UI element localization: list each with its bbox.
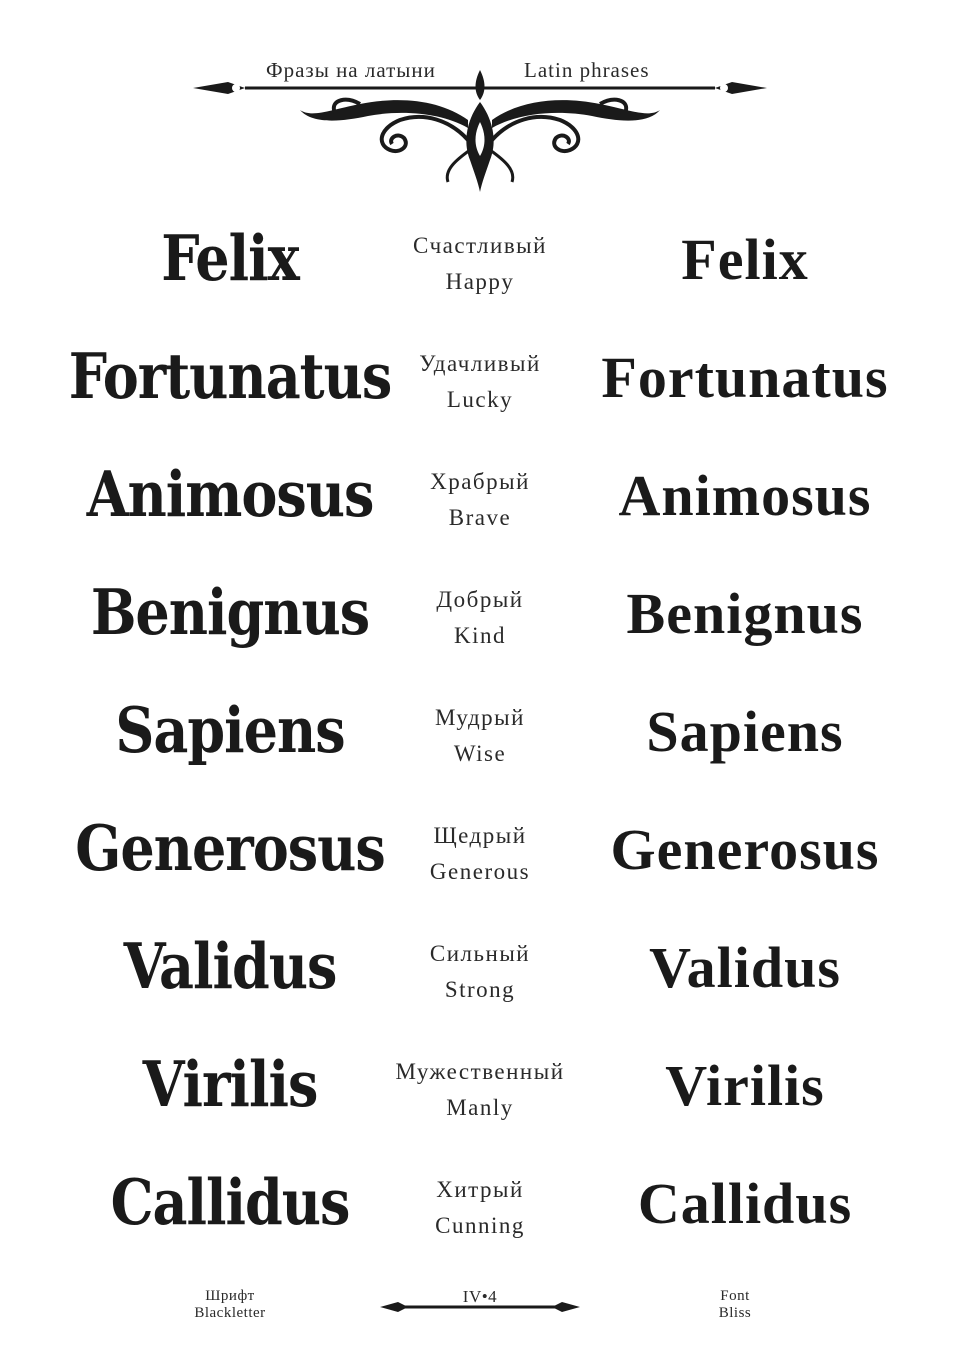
header — [0, 0, 960, 200]
latin-word-bliss: Sapiens — [646, 698, 844, 764]
translation-en: Kind — [454, 623, 506, 648]
translation-en: Lucky — [446, 387, 514, 412]
translation-ru: Счастливый — [413, 233, 547, 258]
latin-word-bliss: Fortunatus — [601, 344, 889, 410]
footer-font-right — [675, 1288, 795, 1322]
latin-word-bliss: Virilis — [665, 1052, 825, 1118]
phrase-row — [0, 790, 960, 908]
latin-word-bliss: Validus — [649, 934, 841, 1000]
translation-en: Brave — [448, 505, 512, 530]
translation — [360, 464, 600, 536]
latin-word-blackletter: Callidus — [110, 1166, 350, 1240]
translation-en: Wise — [453, 741, 507, 766]
latin-word-blackletter: Felix — [161, 222, 299, 296]
latin-word-blackletter: Generosus — [75, 812, 385, 886]
latin-word-bliss: Felix — [681, 226, 809, 292]
latin-word-blackletter: Benignus — [90, 576, 370, 650]
translation-ru: Удачливый — [419, 351, 541, 376]
footer — [0, 1280, 960, 1357]
translation — [360, 346, 600, 418]
translation-en: Manly — [446, 1095, 514, 1120]
footer-left-en: Blackletter — [194, 1305, 266, 1321]
page-number: IV•4 — [462, 1287, 498, 1306]
translation — [360, 700, 600, 772]
latin-word-bliss: Callidus — [637, 1170, 853, 1236]
translation-en: Strong — [444, 977, 516, 1002]
footer-left-ru: Шрифт — [205, 1288, 255, 1304]
translation — [360, 582, 600, 654]
flourish-ornament-icon — [0, 0, 960, 200]
translation-ru: Мудрый — [435, 705, 525, 730]
latin-word-blackletter: Validus — [123, 930, 337, 1004]
latin-word-bliss: Benignus — [626, 580, 864, 646]
footer-font-left — [170, 1288, 290, 1322]
phrase-row — [0, 554, 960, 672]
phrase-row — [0, 1026, 960, 1144]
phrase-row — [0, 318, 960, 436]
translation — [360, 1172, 600, 1244]
translation — [360, 936, 600, 1008]
latin-word-blackletter: Virilis — [142, 1048, 318, 1122]
translation-en: Generous — [429, 859, 531, 884]
translation-ru: Мужественный — [395, 1059, 565, 1084]
phrase-row — [0, 1144, 960, 1262]
translation-ru: Добрый — [436, 587, 524, 612]
translation — [360, 228, 600, 300]
footer-right-en: Bliss — [718, 1305, 752, 1321]
translation-ru: Храбрый — [430, 469, 530, 494]
translation-ru: Хитрый — [436, 1177, 524, 1202]
phrase-row — [0, 436, 960, 554]
latin-word-bliss: Generosus — [610, 816, 880, 882]
title-russian: Фразы на латыни — [266, 58, 436, 82]
translation-en: Happy — [445, 269, 515, 294]
latin-word-bliss: Animosus — [618, 462, 872, 528]
translation-en: Cunning — [435, 1213, 525, 1238]
translation — [360, 818, 600, 890]
phrase-row — [0, 908, 960, 1026]
latin-word-blackletter: Animosus — [86, 458, 374, 532]
translation-ru: Сильный — [429, 941, 531, 966]
translation-ru: Щедрый — [433, 823, 527, 848]
latin-word-blackletter: Fortunatus — [68, 340, 392, 414]
translation — [360, 1054, 600, 1126]
title-english: Latin phrases — [524, 58, 650, 82]
phrase-row — [0, 200, 960, 318]
latin-word-blackletter: Sapiens — [115, 694, 345, 768]
footer-right-ru: Font — [720, 1288, 750, 1304]
phrase-row — [0, 672, 960, 790]
